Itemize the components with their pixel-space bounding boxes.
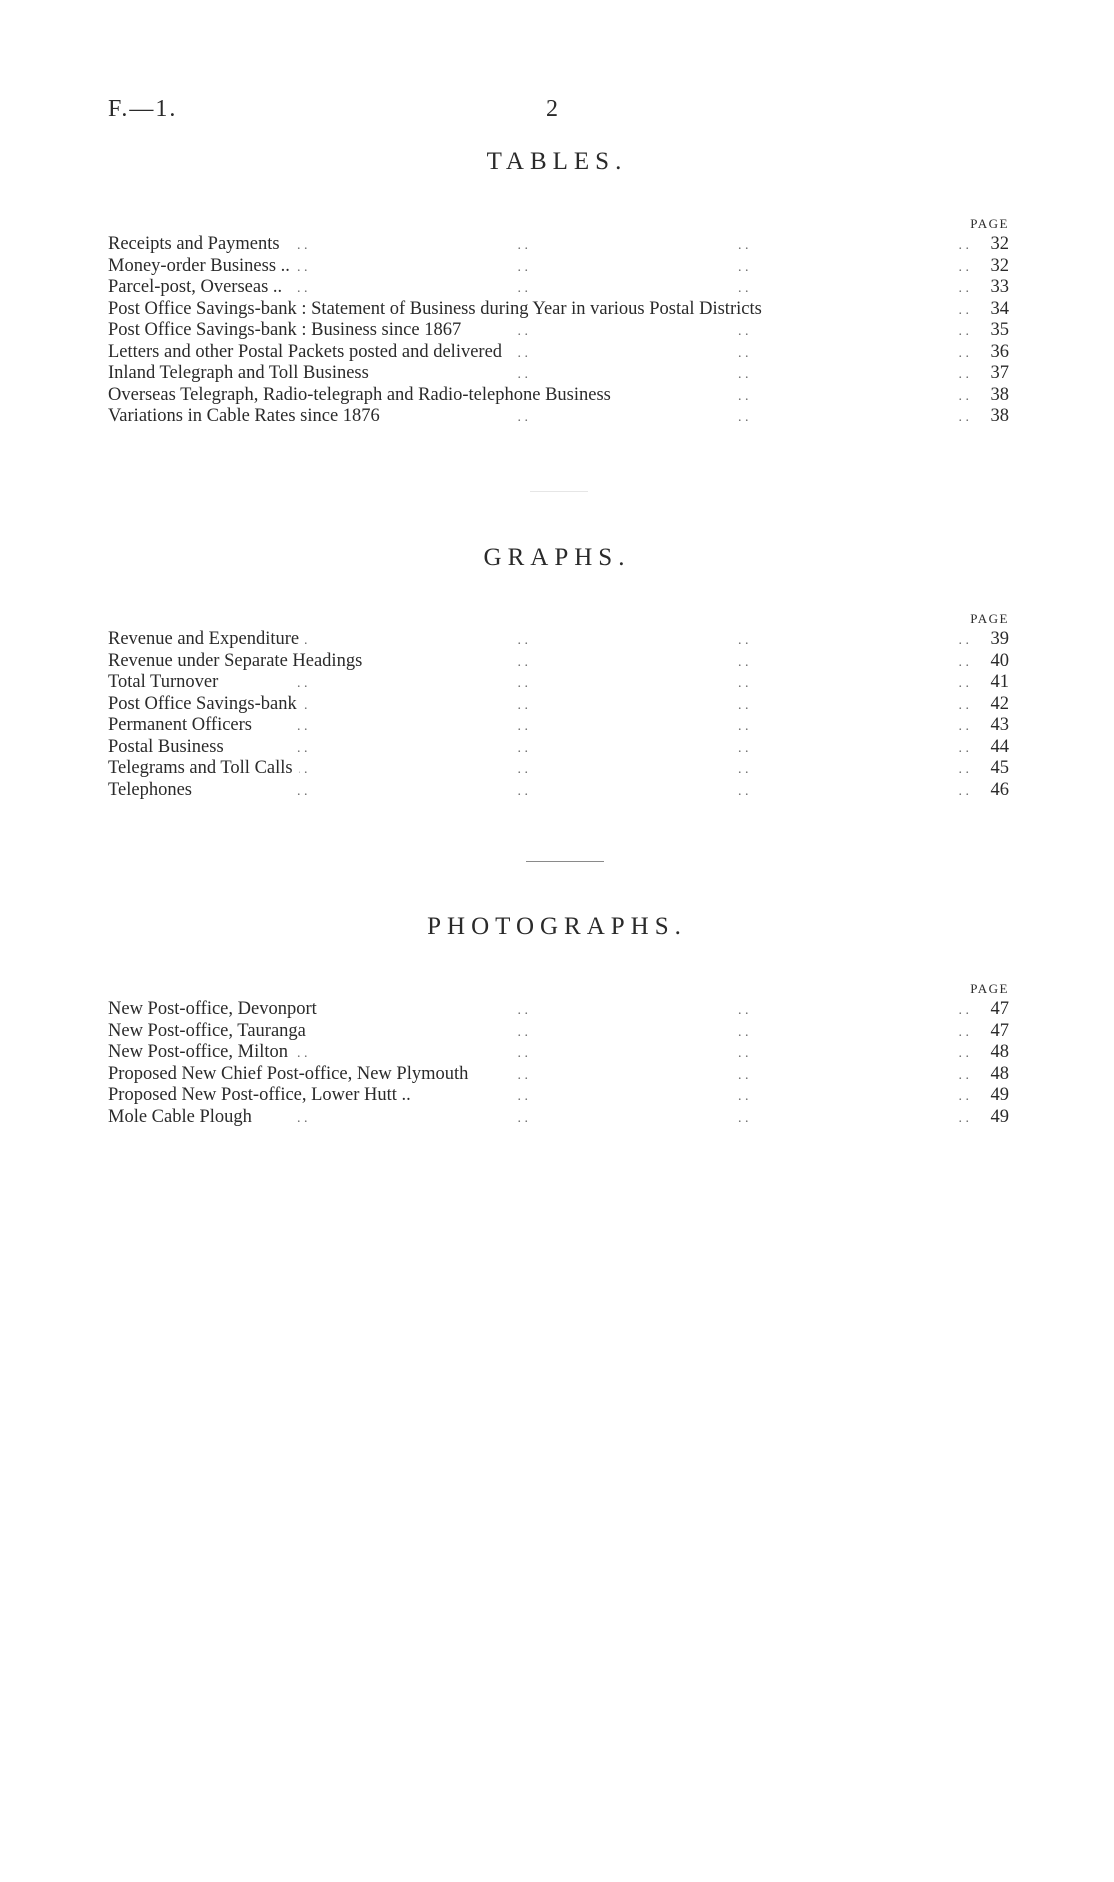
graphs-heading: GRAPHS. (483, 544, 631, 571)
dot-leader (303, 695, 969, 717)
toc-entry-title: Post Office Savings-bank : Statement of Business during Year in various Postal Districts (108, 299, 768, 321)
toc-entry-title: New Post-office, Devonport (108, 999, 323, 1021)
toc-entry (108, 672, 1009, 694)
dot-leader (386, 407, 969, 429)
dot-leader (305, 630, 969, 652)
toc-entry-title: Variations in Cable Rates since 1876 (108, 406, 386, 428)
toc-entry-page: 34 (990, 298, 1009, 319)
toc-entry-page: 33 (990, 277, 1009, 297)
dot-leader (323, 1000, 969, 1022)
section-divider (526, 861, 604, 862)
toc-entry (108, 1042, 1009, 1064)
toc-entry-title: Proposed New Chief Post-office, New Plymouth (108, 1064, 474, 1086)
dot-leader (198, 781, 969, 803)
dot-leader (288, 278, 969, 300)
toc-entry (108, 715, 1009, 737)
toc-entry-page: 37 (990, 363, 1009, 383)
toc-entry-title: Inland Telegraph and Toll Business (108, 363, 375, 385)
toc-entry-page: 42 (990, 693, 1009, 714)
tables-list (108, 234, 1009, 428)
dot-leader (417, 1086, 969, 1108)
toc-entry-title: Total Turnover (108, 672, 224, 694)
dot-leader (299, 759, 969, 781)
tables-heading: TABLES. (486, 148, 628, 175)
dot-leader (296, 257, 969, 279)
toc-entry-page: 45 (990, 758, 1009, 778)
dot-leader (368, 652, 969, 674)
dot-leader (230, 738, 969, 760)
toc-entry-page: 32 (990, 234, 1009, 254)
dot-leader (474, 1065, 969, 1087)
toc-entry-page: 43 (990, 715, 1009, 735)
toc-entry (108, 234, 1009, 256)
toc-entry-page: 49 (990, 1106, 1009, 1127)
toc-entry (108, 737, 1009, 759)
toc-entry-title: Revenue and Expenditure (108, 629, 305, 651)
toc-entry-title: Revenue under Separate Headings (108, 651, 368, 673)
toc-entry (108, 694, 1009, 716)
toc-entry-page: 47 (990, 999, 1009, 1019)
toc-entry-title: New Post-office, Tauranga (108, 1021, 312, 1043)
photographs-page-label: PAGE (970, 981, 1009, 996)
toc-entry-page: 48 (990, 1063, 1009, 1084)
toc-entry (108, 277, 1009, 299)
toc-entry-title: Telegrams and Toll Calls (108, 758, 299, 780)
toc-entry (108, 629, 1009, 651)
section-divider (530, 491, 588, 492)
toc-entry (108, 1021, 1009, 1043)
dot-leader (617, 386, 969, 408)
toc-entry (108, 1085, 1009, 1107)
toc-entry (108, 758, 1009, 780)
toc-entry-title: Overseas Telegraph, Radio-telegraph and Radio-telephone Business (108, 385, 617, 407)
toc-entry-title: Post Office Savings-bank (108, 694, 303, 716)
dot-leader (224, 673, 969, 695)
page-number: 2 (546, 96, 558, 122)
toc-entry (108, 342, 1009, 364)
toc-entry-page: 36 (990, 341, 1009, 362)
toc-entry (108, 363, 1009, 385)
toc-entry-page: 39 (990, 629, 1009, 649)
toc-entry-page: 38 (990, 384, 1009, 405)
dot-leader (768, 300, 969, 322)
graphs-page-label: PAGE (970, 611, 1009, 626)
dot-leader (258, 716, 969, 738)
photographs-list (108, 999, 1009, 1128)
dot-leader (294, 1043, 969, 1065)
dot-leader (375, 364, 969, 386)
tables-page-label: PAGE (970, 216, 1009, 231)
toc-entry-title: Money-order Business .. (108, 256, 296, 278)
toc-entry (108, 999, 1009, 1021)
document-code: F.—1. (108, 96, 178, 122)
toc-entry-title: Receipts and Payments (108, 234, 286, 256)
toc-entry (108, 1107, 1009, 1129)
dot-leader (467, 321, 969, 343)
dot-leader (508, 343, 969, 365)
toc-entry-title: Postal Business (108, 737, 230, 759)
toc-entry (108, 299, 1009, 321)
dot-leader (258, 1108, 969, 1130)
toc-entry (108, 1064, 1009, 1086)
toc-entry-page: 47 (990, 1020, 1009, 1041)
dot-leader (312, 1022, 969, 1044)
toc-entry (108, 651, 1009, 673)
toc-entry-page: 38 (990, 406, 1009, 426)
toc-entry-page: 48 (990, 1042, 1009, 1062)
toc-entry-page: 35 (990, 320, 1009, 340)
toc-entry (108, 256, 1009, 278)
toc-entry-title: Parcel-post, Overseas .. (108, 277, 288, 299)
toc-entry (108, 320, 1009, 342)
toc-entry-page: 46 (990, 779, 1009, 800)
toc-entry-title: Telephones (108, 780, 198, 802)
toc-entry-page: 49 (990, 1085, 1009, 1105)
dot-leader (286, 235, 969, 257)
toc-entry-page: 40 (990, 650, 1009, 671)
toc-entry-title: Post Office Savings-bank : Business since 1867 (108, 320, 467, 342)
toc-entry-title: Letters and other Postal Packets posted and delivered (108, 342, 508, 364)
graphs-list (108, 629, 1009, 801)
toc-entry (108, 780, 1009, 802)
toc-entry-page: 41 (990, 672, 1009, 692)
toc-entry-title: Mole Cable Plough (108, 1107, 258, 1129)
toc-entry-page: 32 (990, 255, 1009, 276)
toc-entry-page: 44 (990, 736, 1009, 757)
toc-entry (108, 385, 1009, 407)
toc-entry-title: Proposed New Post-office, Lower Hutt .. (108, 1085, 417, 1107)
toc-entry-title: New Post-office, Milton (108, 1042, 294, 1064)
toc-entry-title: Permanent Officers (108, 715, 258, 737)
photographs-heading: PHOTOGRAPHS. (427, 913, 687, 940)
toc-entry (108, 406, 1009, 428)
